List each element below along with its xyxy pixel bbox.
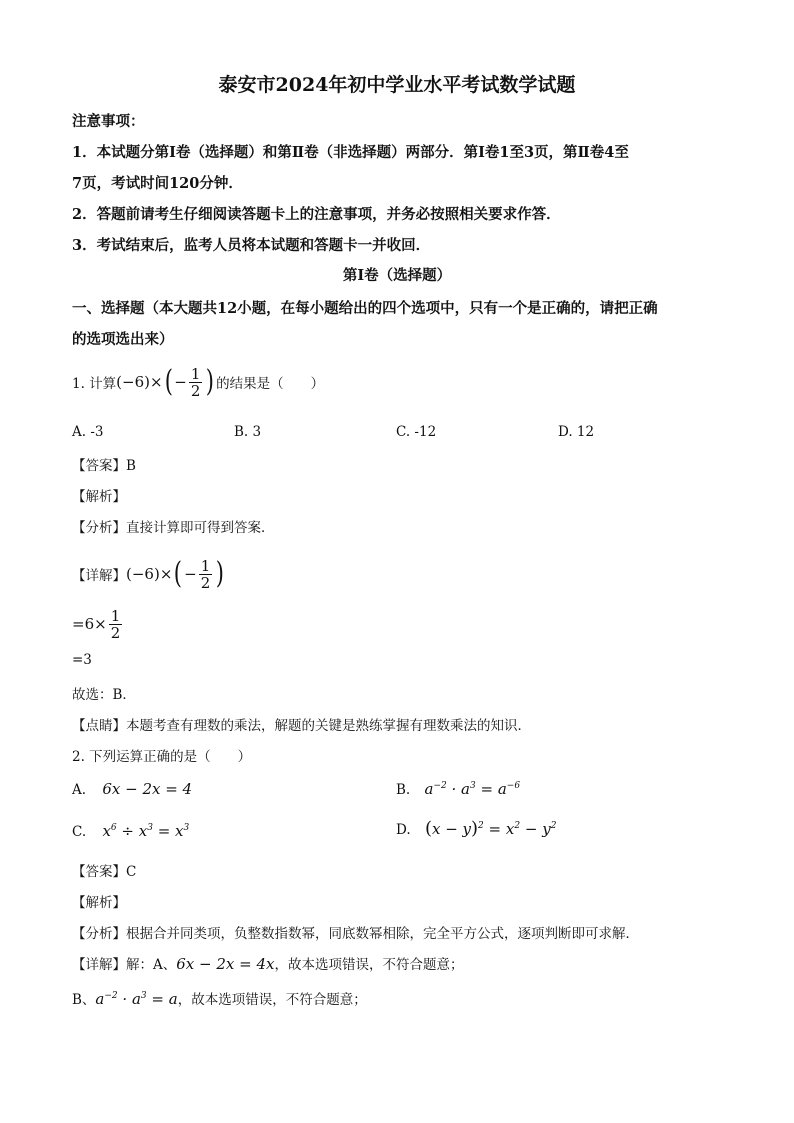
answer-tag: 【答案】 xyxy=(72,864,126,880)
detail-a-suffix: ，故本选项错误，不符合题意； xyxy=(274,957,464,973)
detail-tag: 【详解】 xyxy=(72,568,126,584)
option-a-label: A. xyxy=(72,782,87,798)
question-1-prefix: 1. 计算 xyxy=(72,376,117,392)
question-1-conclusion: 故选：B． xyxy=(72,687,136,703)
question-2-detail-a xyxy=(72,953,463,973)
part-heading-line-2: 的选项选出来） xyxy=(72,331,174,348)
question-1-fraction-sign: − xyxy=(174,373,187,391)
step-1-fraction-numerator: 1 xyxy=(110,606,121,625)
comment-tag: 【点睛】 xyxy=(72,718,126,734)
detail-tag: 【详解】 xyxy=(72,957,126,973)
notice-item-3: 3．考试结束后，监考人员将本试题和答题卡一并收回． xyxy=(72,237,431,254)
detail-expression-left: (−6)× xyxy=(126,565,173,583)
detail-b-expression: $a^{-2} \cdot a^3 = a$ xyxy=(95,990,178,1008)
question-2-option-a xyxy=(72,780,192,798)
option-c-label: C. xyxy=(72,824,87,840)
detail-fraction-sign: − xyxy=(184,565,197,583)
question-1-analysis-tag: 【解析】 xyxy=(72,489,126,505)
step-1-prefix: =6× xyxy=(72,615,107,633)
question-1-fraction xyxy=(189,366,203,399)
fenxi-tag: 【分析】 xyxy=(72,520,126,536)
question-1-fraction-denominator: 2 xyxy=(190,381,201,400)
question-1-step-2: =3 xyxy=(72,652,92,668)
question-1-comment xyxy=(72,714,531,734)
fenxi-text: 直接计算即可得到答案． xyxy=(126,520,275,536)
comment-text: 本题考查有理数的乘法，解题的关键是熟练掌握有理数乘法的知识． xyxy=(126,718,531,734)
question-1-option-a: A. -3 xyxy=(72,424,104,440)
notice-item-2: 2．答题前请考生仔细阅读答题卡上的注意事项，并务必按照相关要求作答． xyxy=(72,206,561,223)
document-title: 泰安市2024年初中学业水平考试数学试题 xyxy=(218,74,576,96)
detail-fraction-numerator: 1 xyxy=(200,556,211,575)
question-1-suffix: 的结果是（ ） xyxy=(216,376,325,392)
question-1-step-1 xyxy=(72,606,124,642)
question-1-option-d: D. 12 xyxy=(558,424,595,440)
fenxi-text: 根据合并同类项，负整数指数幂，同底数幂相除，完全平方公式，逐项判断即可求解． xyxy=(126,926,639,942)
question-2-fenxi xyxy=(72,922,639,942)
question-1-fraction-numerator: 1 xyxy=(190,364,201,383)
question-1-detail: 【详解】 (−6)× ( − $\frac{1}{2}$ ) xyxy=(72,556,225,592)
detail-b-prefix: B、 xyxy=(72,992,96,1008)
notice-item-1-line-2: 7页，考试时间120分钟． xyxy=(72,175,243,192)
question-2-stem: 2. 下列运算正确的是（ ） xyxy=(72,749,252,765)
step-1-fraction-denominator: 2 xyxy=(110,623,121,642)
question-1-option-c: C. -12 xyxy=(396,424,437,440)
step-1-fraction xyxy=(109,608,123,641)
detail-fraction xyxy=(199,558,213,591)
section-title: 第Ⅰ卷（选择题） xyxy=(342,267,452,284)
question-1-answer xyxy=(72,454,136,474)
detail-a-expression: 6x − 2x = 4x xyxy=(176,955,275,973)
answer-tag: 【答案】 xyxy=(72,458,126,474)
part-heading-line-1: 一、选择题（本大题共12小题，在每小题给出的四个选项中，只有一个是正确的，请把正确 xyxy=(72,300,658,317)
option-b-expression: $a^{-2} \cdot a^3 = a^{-6}$ xyxy=(424,780,521,798)
question-2-answer xyxy=(72,860,136,880)
question-1-fenxi xyxy=(72,516,275,536)
question-1-option-b: B. 3 xyxy=(234,424,262,440)
question-1-expression-left: (−6)× xyxy=(116,373,163,391)
option-a-expression: 6x − 2x = 4 xyxy=(102,780,193,798)
answer-value: C xyxy=(126,864,137,880)
question-2-analysis-tag: 【解析】 xyxy=(72,895,126,911)
detail-fraction-denominator: 2 xyxy=(200,573,211,592)
option-d-label: D. xyxy=(396,822,411,838)
question-1-stem: 1. 计算 (−6)× ( − $\frac{1}{2}$ ) 的结果是（ ） xyxy=(72,364,325,400)
notice-heading: 注意事项： xyxy=(72,113,145,130)
option-c-expression: $x^6 \div x^3 = x^3$ xyxy=(102,822,190,840)
question-2-option-d xyxy=(396,818,556,839)
fenxi-tag: 【分析】 xyxy=(72,926,126,942)
question-2-option-b xyxy=(396,780,520,798)
detail-b-suffix: ，故本选项错误，不符合题意； xyxy=(177,992,367,1008)
question-2-option-c xyxy=(72,822,189,840)
question-2-detail-b xyxy=(72,988,367,1008)
notice-item-1-line-1: 1．本试题分第Ⅰ卷（选择题）和第Ⅱ卷（非选择题）两部分．第Ⅰ卷1至3页，第Ⅱ卷4至 xyxy=(72,144,629,161)
option-b-label: B. xyxy=(396,782,411,798)
detail-a-prefix: 解：A、 xyxy=(126,957,177,973)
answer-value: B xyxy=(126,458,136,474)
option-d-expression: $(x - y)^2 = x^2 - y^2$ xyxy=(424,818,557,839)
